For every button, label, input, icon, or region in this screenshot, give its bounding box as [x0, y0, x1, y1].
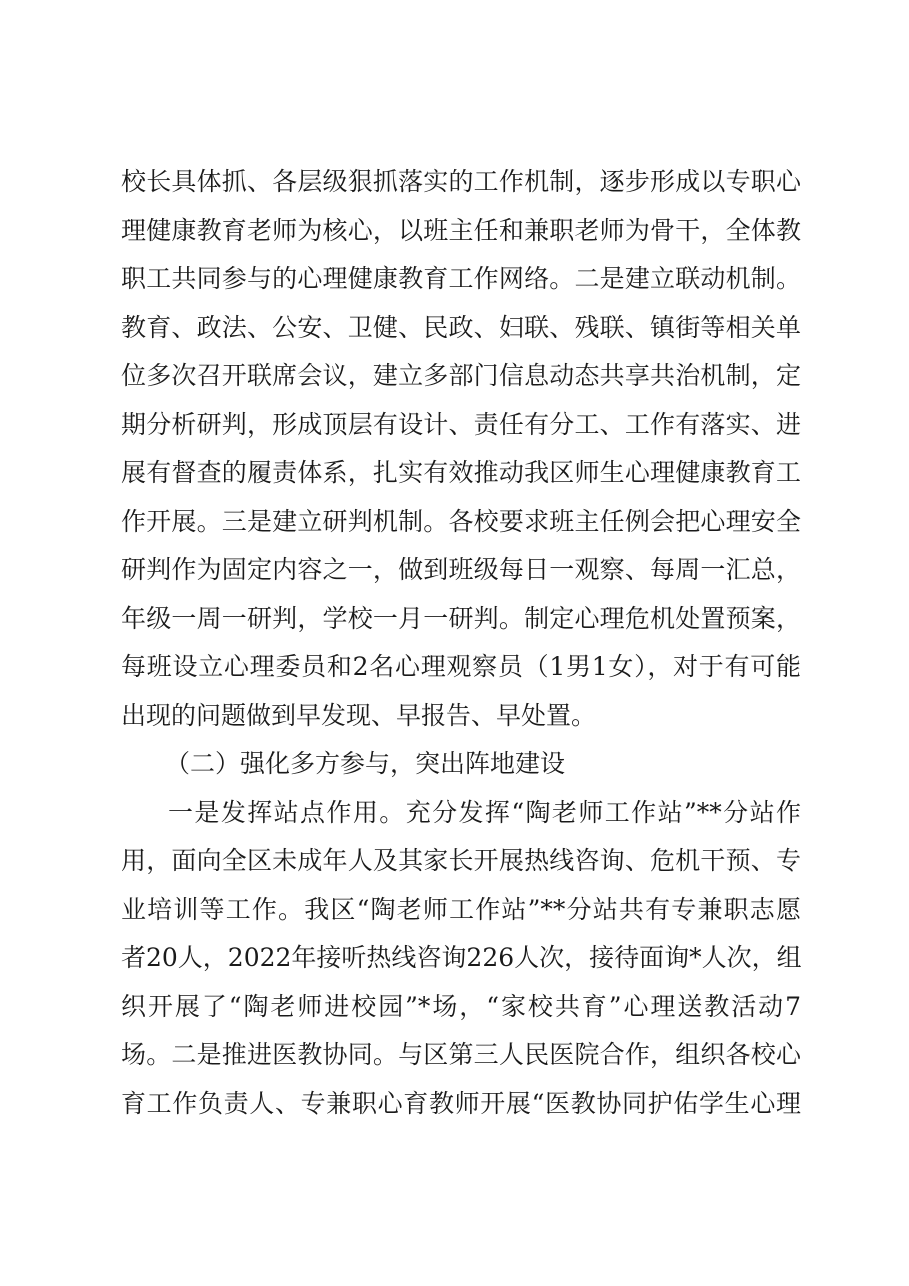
body-line: 校长具体抓、各层级狠抓落实的工作机制，逐步形成以专职心 — [121, 167, 801, 196]
body-line: 职工共同参与的心理健康教育工作网络。二是建立联动机制。 — [121, 264, 801, 293]
body-line: 期分析研判，形成顶层有设计、责任有分工、工作有落实、进 — [121, 410, 801, 439]
body-line: 出现的问题做到早发现、早报告、早处置。 — [121, 701, 597, 730]
body-line: 场。二是推进医教协同。与区第三人民医院合作，组织各校心 — [121, 1040, 801, 1069]
body-line: 教育、政法、公安、卫健、民政、妇联、残联、镇街等相关单 — [121, 313, 801, 342]
body-line: 育工作负责人、专兼职心育教师开展“医教协同护佑学生心理 — [121, 1089, 801, 1118]
body-line: 一是发挥站点作用。充分发挥“陶老师工作站”**分站作 — [168, 798, 801, 827]
body-line: 每班设立心理委员和2名心理观察员（1男1女），对于有可能 — [121, 652, 801, 681]
body-line: 研判作为固定内容之一，做到班级每日一观察、每周一汇总， — [121, 555, 801, 584]
body-line: 年级一周一研判，学校一月一研判。制定心理危机处置预案， — [121, 604, 801, 633]
body-line: 理健康教育老师为核心，以班主任和兼职老师为骨干，全体教 — [121, 216, 801, 245]
body-line: 者20人，2022年接听热线咨询226人次，接待面询*人次，组 — [121, 943, 802, 972]
body-line: 作开展。三是建立研判机制。各校要求班主任例会把心理安全 — [121, 507, 801, 536]
body-line: 位多次召开联席会议，建立多部门信息动态共享共治机制，定 — [121, 361, 801, 390]
body-line: 用，面向全区未成年人及其家长开展热线咨询、危机干预、专 — [121, 846, 801, 875]
body-line: 展有督查的履责体系，扎实有效推动我区师生心理健康教育工 — [121, 458, 801, 487]
section-heading: （二）强化多方参与，突出阵地建设 — [165, 749, 566, 778]
body-line: 业培训等工作。我区“陶老师工作站”**分站共有专兼职志愿 — [121, 895, 801, 924]
body-line: 织开展了“陶老师进校园”*场，“家校共育”心理送教活动7 — [121, 992, 801, 1021]
